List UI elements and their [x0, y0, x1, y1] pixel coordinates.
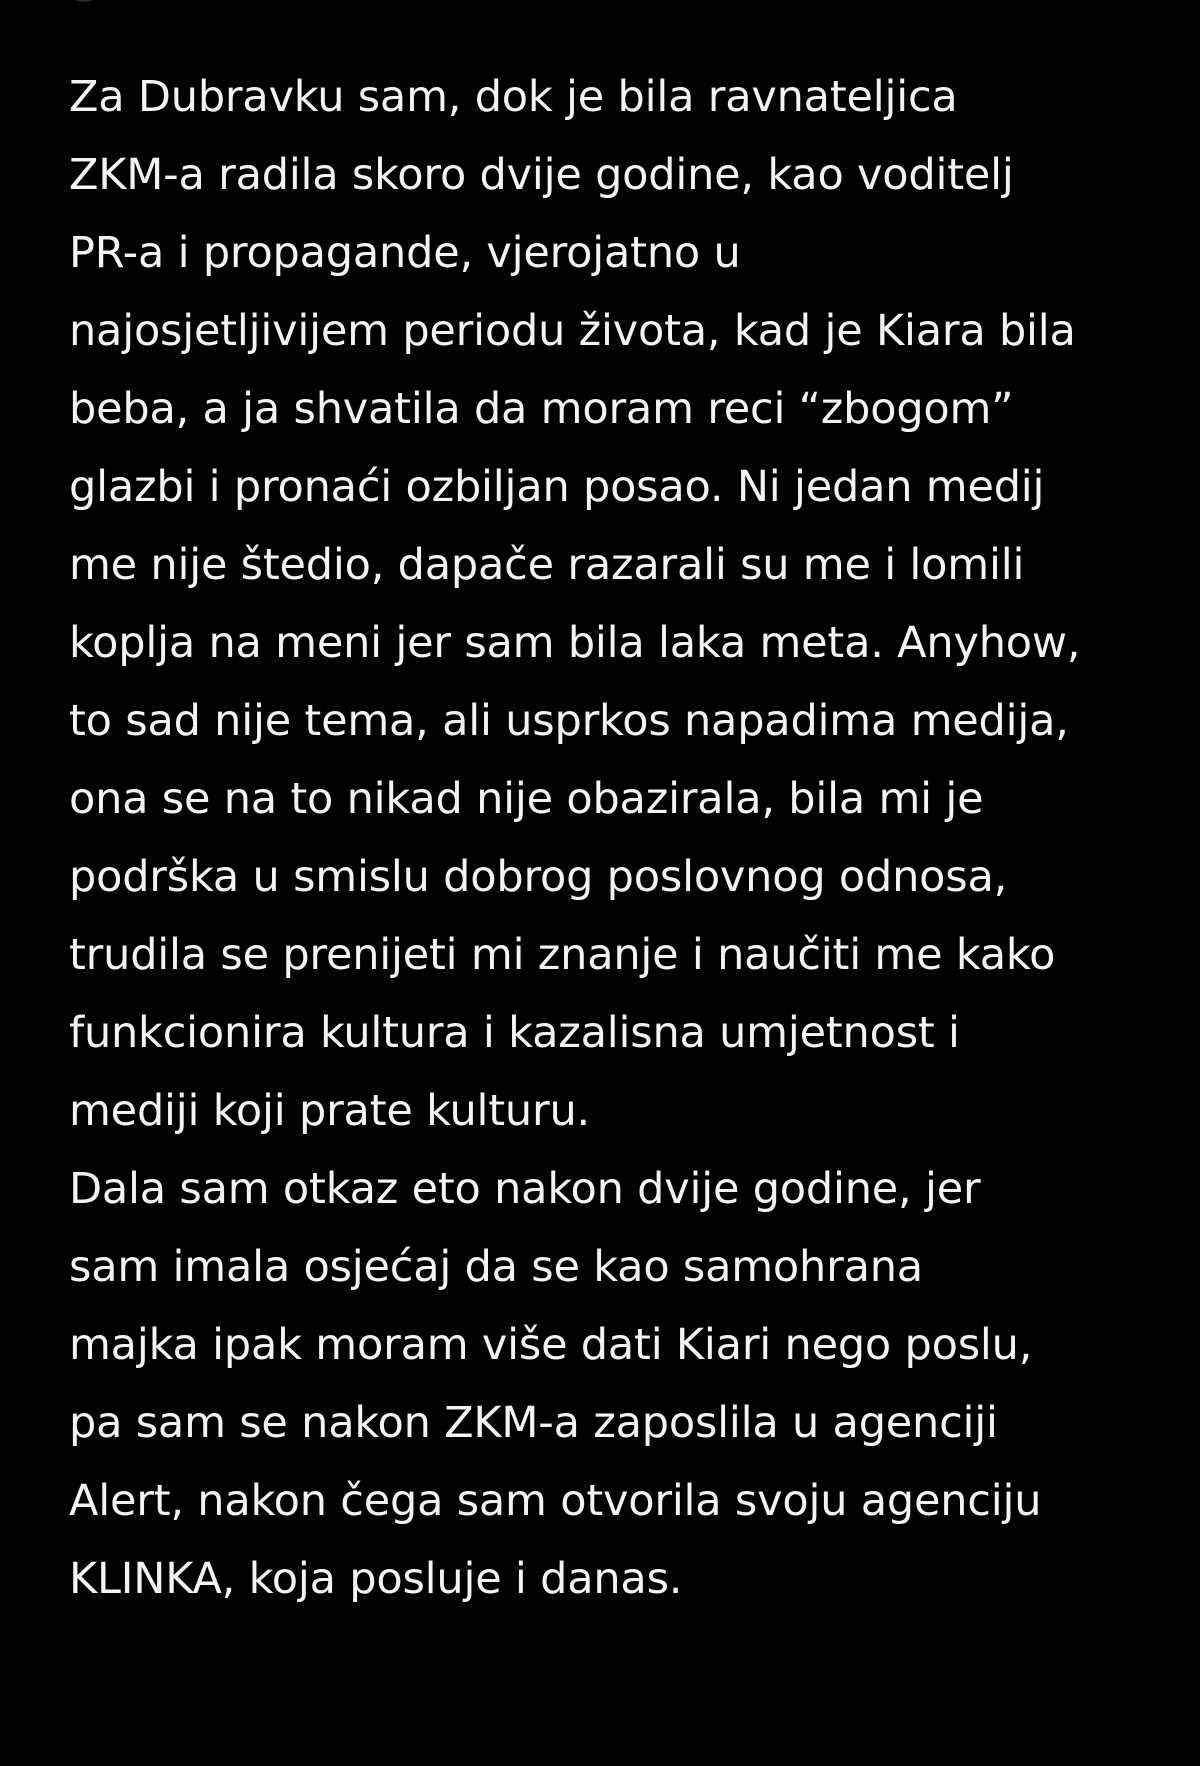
- post-text-line: pa sam se nakon ZKM-a zaposlila u agenciji: [69, 1398, 998, 1448]
- post-text-line: najosjetljivijem periodu života, kad je Kiara bila: [69, 306, 1076, 356]
- post-text-line: ona se na to nikad nije obazirala, bila mi je: [69, 774, 984, 824]
- post-text-line: glazbi i pronaći ozbiljan posao. Ni jedan medij: [69, 462, 1045, 512]
- post-text-line: me nije štedio, dapače razarali su me i lomili: [69, 540, 1025, 590]
- post-text-line: trudila se prenijeti mi znanje i naučiti me kako: [69, 930, 1056, 980]
- post-text-line: podrška u smislu dobrog poslovnog odnosa,: [69, 852, 1008, 902]
- post-text-line: koplja na meni jer sam bila laka meta. Anyhow,: [69, 618, 1081, 668]
- post-text-line: to sad nije tema, ali usprkos napadima medija,: [69, 696, 1069, 746]
- avatar[interactable]: [62, 0, 106, 2]
- post-text-line: Za Dubravku sam, dok je bila ravnateljica: [69, 72, 958, 122]
- post-text-line: ZKM-a radila skoro dvije godine, kao voditelj: [69, 150, 1014, 200]
- post-text-line: majka ipak moram više dati Kiari nego poslu,: [69, 1320, 1033, 1370]
- post-text-line: Dala sam otkaz eto nakon dvije godine, jer: [69, 1164, 981, 1214]
- post-text-line: Alert, nakon čega sam otvorila svoju agenciju: [69, 1476, 1042, 1526]
- post-text-line: mediji koji prate kulturu.: [69, 1086, 590, 1136]
- post-text-line: PR-a i propagande, vjerojatno u: [69, 228, 741, 278]
- post-text: [69, 58, 1149, 1618]
- post-text-line: KLINKA, koja posluje i danas.: [69, 1554, 683, 1604]
- post-text-line: sam imala osjećaj da se kao samohrana: [69, 1242, 923, 1292]
- post-text-line: beba, a ja shvatila da moram reci “zbogom”: [69, 384, 1014, 434]
- post-text-line: funkcionira kultura i kazalisna umjetnost i: [69, 1008, 960, 1058]
